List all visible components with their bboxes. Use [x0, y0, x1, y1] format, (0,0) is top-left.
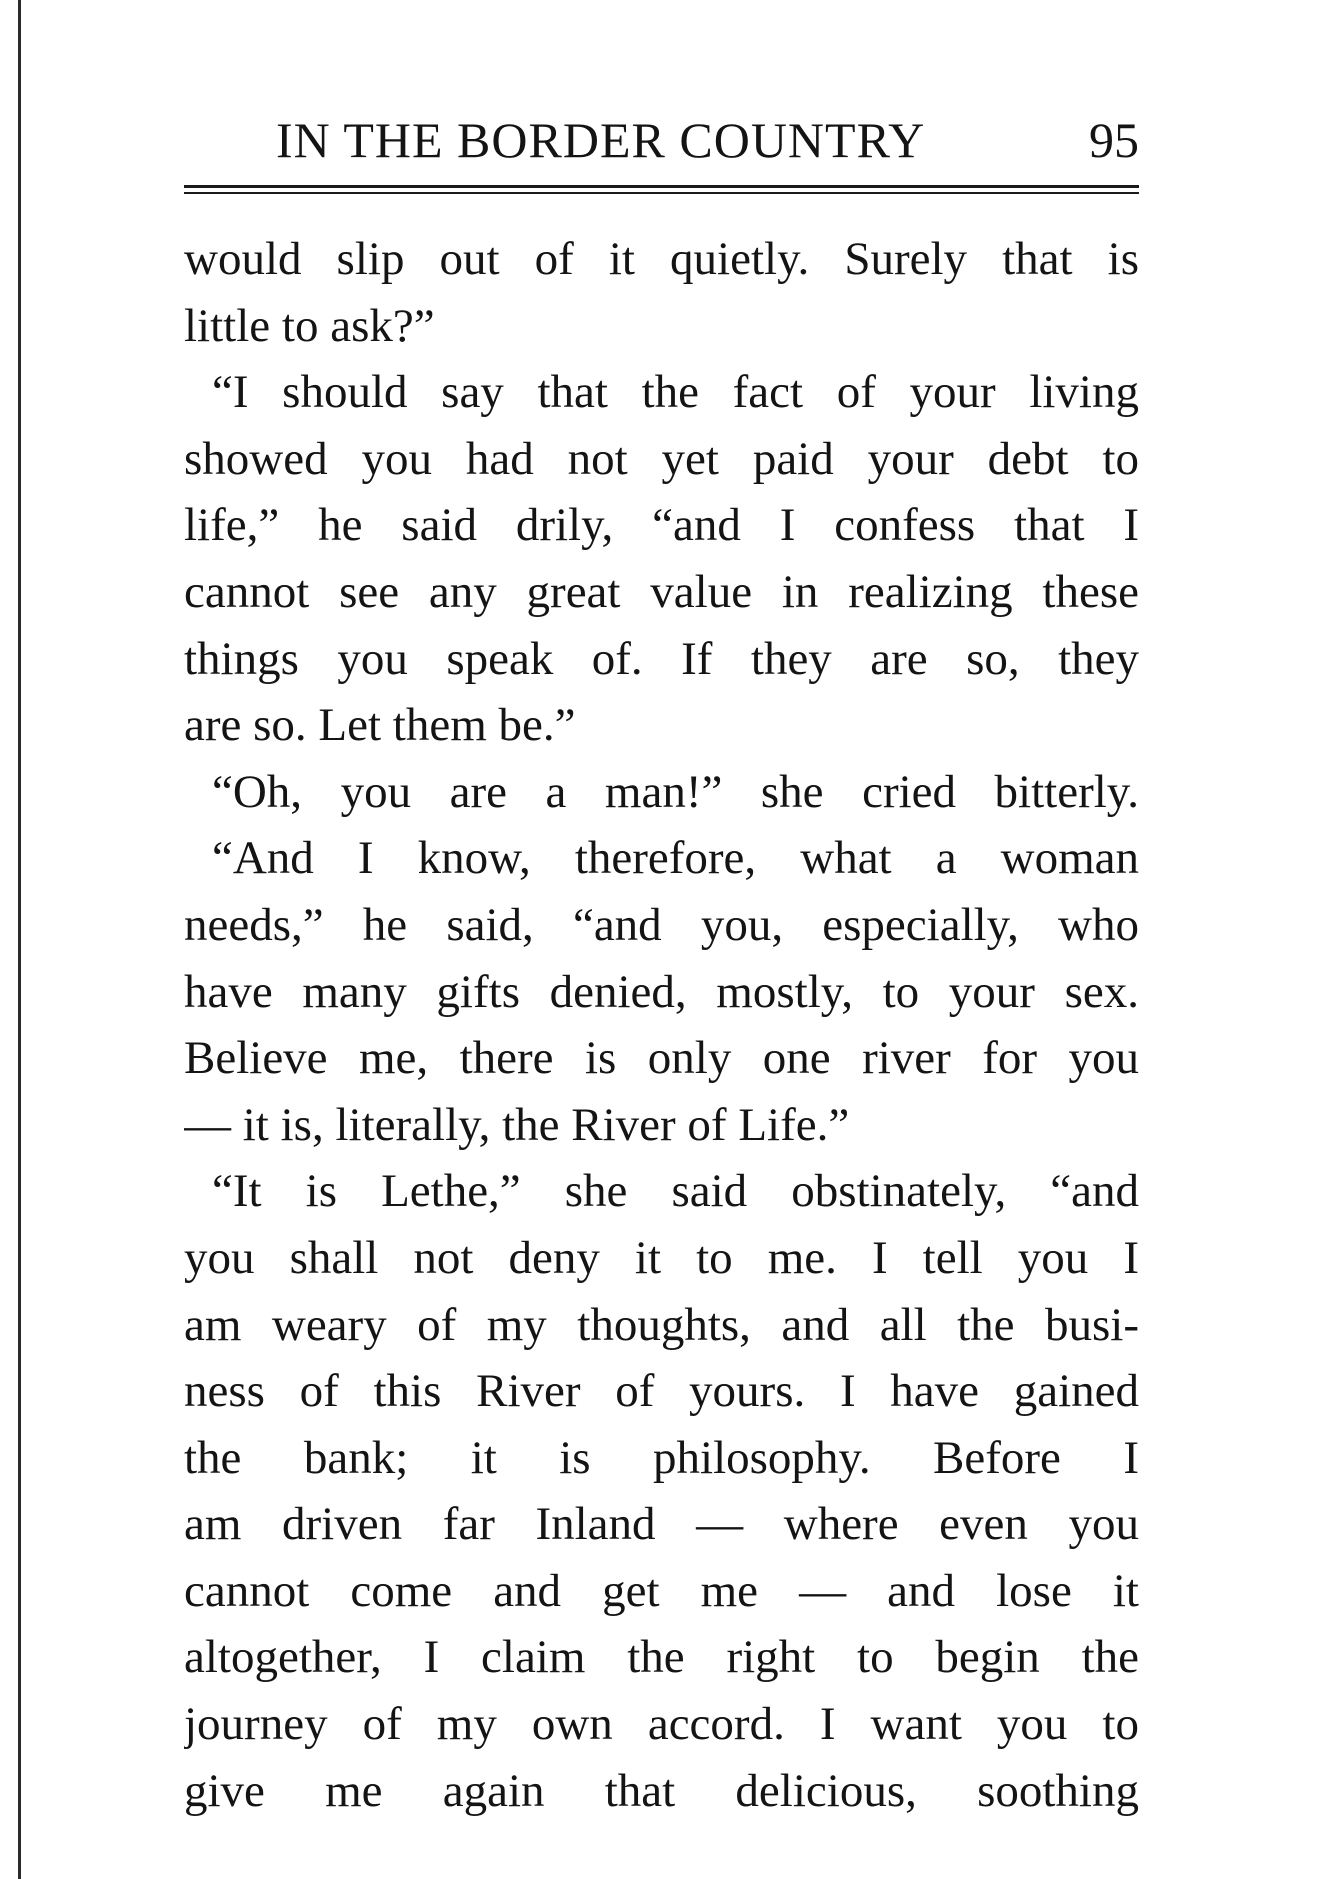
- text-line: life,” he said drily, “and I confess that I: [184, 499, 1139, 552]
- text-line: showed you had not yet paid your debt to: [184, 432, 1139, 485]
- text-line: give me again that delicious, soothing: [184, 1764, 1139, 1817]
- text-line: have many gifts denied, mostly, to your sex.: [184, 965, 1139, 1018]
- page-number: 95: [1089, 112, 1139, 168]
- text-line: journey of my own accord. I want you to: [184, 1698, 1139, 1751]
- book-page: [184, 0, 1139, 1879]
- text-line: Believe me, there is only one river for you: [184, 1032, 1139, 1085]
- text-line: needs,” he said, “and you, especially, who: [184, 898, 1139, 951]
- text-line: “I should say that the fact of your living: [212, 366, 1139, 419]
- text-line: am driven far Inland — where even you: [184, 1498, 1139, 1551]
- text-line: “It is Lethe,” she said obstinately, “and: [212, 1165, 1139, 1218]
- text-line: — it is, literally, the River of Life.”: [184, 1098, 850, 1151]
- page-edge-rule: [18, 0, 21, 1879]
- text-line: ness of this River of yours. I have gained: [184, 1365, 1139, 1418]
- header-double-rule: [184, 185, 1139, 194]
- text-line: things you speak of. If they are so, they: [184, 632, 1139, 685]
- text-line: the bank; it is philosophy. Before I: [184, 1431, 1139, 1484]
- text-line: cannot see any great value in realizing these: [184, 565, 1139, 618]
- text-line: “Oh, you are a man!” she cried bitterly.: [212, 765, 1139, 818]
- running-head-title: IN THE BORDER COUNTRY: [276, 112, 926, 168]
- text-line: altogether, I claim the right to begin the: [184, 1631, 1139, 1684]
- text-line: little to ask?”: [184, 299, 435, 352]
- body-text: [184, 226, 1139, 1824]
- text-line: “And I know, therefore, what a woman: [212, 832, 1139, 885]
- text-line: you shall not deny it to me. I tell you I: [184, 1231, 1139, 1284]
- text-line: cannot come and get me — and lose it: [184, 1564, 1139, 1617]
- running-head: [184, 110, 1139, 170]
- text-line: would slip out of it quietly. Surely that is: [184, 233, 1139, 285]
- text-line: am weary of my thoughts, and all the busi-: [184, 1298, 1139, 1351]
- text-line: are so. Let them be.”: [184, 699, 576, 752]
